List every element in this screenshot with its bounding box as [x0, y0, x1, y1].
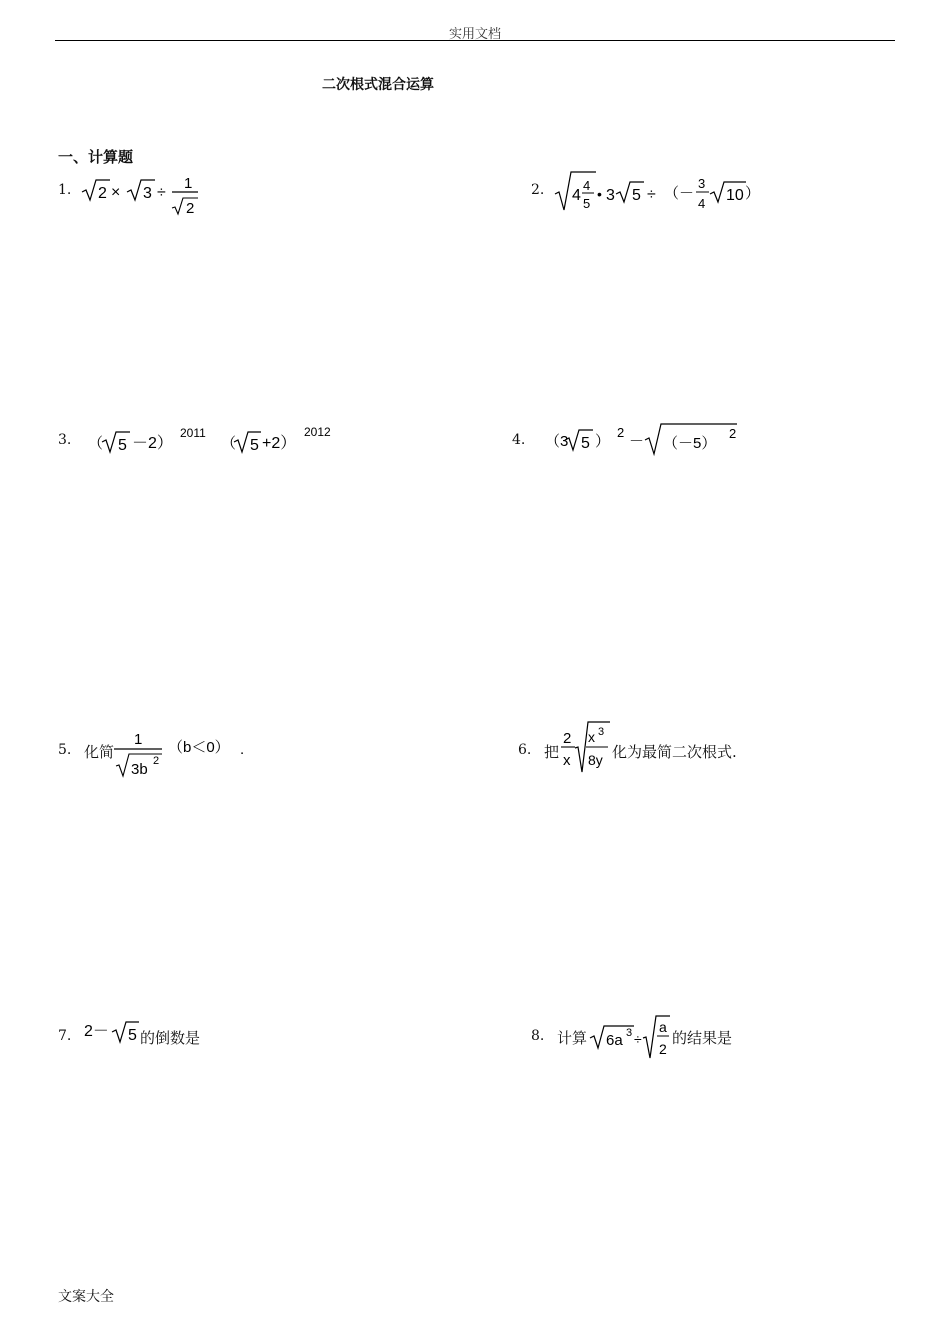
problem-8-suffix: 的结果是	[672, 1029, 733, 1047]
problem-8-expression	[588, 1012, 672, 1062]
problem-7-expression	[84, 1016, 144, 1052]
svg-text:2011: 2011	[180, 426, 206, 440]
svg-text:10: 10	[726, 187, 744, 204]
svg-text:3: 3	[606, 187, 615, 204]
problem-7-suffix: 的倒数是	[140, 1029, 201, 1047]
svg-text:）: ）	[745, 185, 761, 202]
svg-text:a: a	[659, 1019, 667, 1035]
svg-text:×: ×	[111, 184, 121, 201]
problem-3-expression	[88, 420, 348, 460]
svg-text:－: －	[629, 433, 645, 450]
svg-text:（: （	[221, 435, 237, 452]
page-title: 二次根式混合运算	[322, 77, 434, 93]
svg-text:.: .	[240, 741, 245, 758]
svg-text:（: （	[88, 435, 104, 452]
problem-6-expression	[560, 718, 612, 778]
problem-6-prefix: 把	[544, 743, 560, 761]
svg-text:3b: 3b	[131, 761, 148, 778]
problem-number: 3.	[58, 432, 72, 448]
svg-text:5: 5	[632, 187, 641, 204]
svg-text:•: •	[597, 186, 602, 202]
problem-2-expression	[552, 168, 767, 218]
page-footer: 文案大全	[58, 1289, 114, 1305]
problem-5-prefix: 化简	[84, 743, 115, 761]
problem-number: 6.	[518, 742, 532, 758]
problem-8-prefix: 计算	[557, 1029, 588, 1047]
svg-text:－2）: －2）	[132, 435, 173, 452]
svg-text:－: －	[679, 185, 695, 202]
svg-text:（b＜0）: （b＜0）	[168, 739, 230, 756]
svg-text:2012: 2012	[304, 425, 331, 439]
problem-number: 7.	[58, 1028, 72, 1044]
svg-text:x: x	[563, 752, 571, 769]
svg-text:3: 3	[598, 726, 605, 738]
problem-5-expression	[114, 726, 254, 782]
problem-number: 1.	[58, 182, 72, 198]
svg-text:2: 2	[729, 426, 737, 441]
svg-text:2: 2	[659, 1041, 667, 1057]
svg-text:6a: 6a	[606, 1032, 623, 1049]
svg-text:（: （	[664, 185, 680, 202]
svg-text:5: 5	[581, 435, 590, 452]
svg-text:8y: 8y	[588, 752, 603, 768]
svg-text:+2）: +2）	[262, 435, 297, 452]
svg-text:x: x	[588, 729, 595, 745]
svg-text:）: ）	[595, 433, 611, 450]
svg-text:3: 3	[626, 1027, 633, 1039]
problem-number: 5.	[58, 742, 72, 758]
svg-text:（－5）: （－5）	[663, 435, 717, 452]
section-heading: 一、计算题	[58, 148, 134, 166]
svg-text:÷: ÷	[157, 184, 166, 201]
svg-text:4: 4	[572, 187, 581, 204]
svg-text:5: 5	[583, 196, 591, 211]
header-rule	[55, 40, 895, 41]
svg-text:（3: （3	[545, 433, 569, 450]
problem-1-expression	[80, 170, 210, 218]
svg-text:2: 2	[98, 185, 107, 202]
svg-text:4: 4	[583, 178, 591, 193]
svg-text:3: 3	[143, 185, 152, 202]
svg-text:5: 5	[118, 437, 127, 454]
svg-text:1: 1	[184, 175, 193, 192]
problem-number: 2.	[531, 182, 545, 198]
svg-text:5: 5	[250, 437, 259, 454]
svg-text:2: 2	[563, 730, 572, 747]
problem-4-expression	[545, 418, 750, 460]
page-header: 实用文档	[448, 27, 501, 42]
svg-text:÷: ÷	[647, 186, 656, 203]
svg-text:5: 5	[128, 1027, 137, 1044]
svg-text:1: 1	[134, 731, 143, 748]
svg-text:÷: ÷	[634, 1031, 642, 1047]
problem-number: 4.	[512, 432, 526, 448]
svg-text:2: 2	[617, 425, 625, 440]
svg-text:2: 2	[153, 755, 160, 767]
svg-text:2: 2	[186, 200, 195, 217]
problem-6-suffix: 化为最简二次根式.	[612, 743, 737, 761]
svg-text:2－: 2－	[84, 1023, 109, 1040]
problem-number: 8.	[531, 1028, 545, 1044]
svg-text:4: 4	[698, 196, 706, 211]
svg-text:3: 3	[698, 176, 706, 191]
